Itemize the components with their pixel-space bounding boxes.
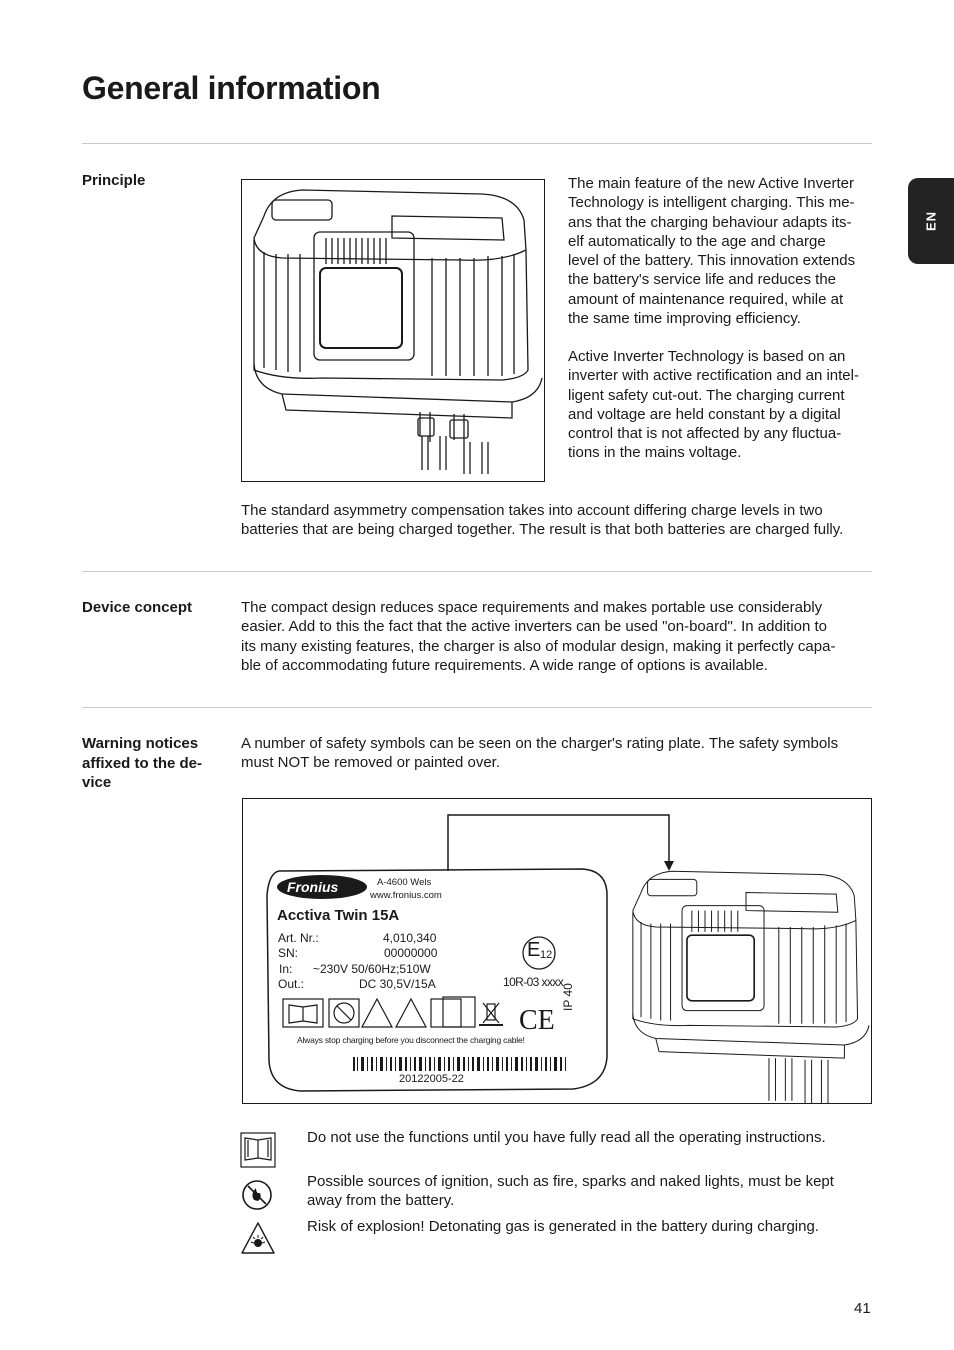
text-line: ble of accommodating future requirements. A wide range of options is available. — [241, 656, 768, 674]
charger-illustration — [242, 180, 544, 481]
text-line: Technology is intelligent charging. This me- — [568, 194, 855, 212]
text-line: away from the battery. — [307, 1192, 455, 1210]
plate-model: Acctiva Twin 15A — [277, 907, 400, 924]
plate-warning-text: Always stop charging before you disconnect the charging cable! — [297, 1035, 525, 1045]
label-line: affixed to the de- — [82, 754, 203, 772]
rating-plate-illustration — [243, 799, 871, 1103]
e-mark: E — [527, 939, 541, 961]
text-line: level of the battery. This innovation extends — [568, 252, 856, 270]
ip-rating: IP 40 — [561, 983, 575, 1011]
text-line: Active Inverter Technology is based on an — [568, 348, 846, 365]
book-icon — [240, 1132, 276, 1168]
text-line: the same time improving efficiency. — [568, 310, 801, 328]
section-label-warning-notices — [82, 734, 217, 793]
text-line: must NOT be removed or painted over. — [241, 754, 501, 772]
text-line: Possible sources of ignition, such as fire, sparks and naked lights, must be kept — [307, 1173, 834, 1190]
principle-paragraph-2 — [568, 347, 874, 463]
plate-address: A-4600 Wels — [377, 877, 432, 888]
text-line: elf automatically to the age and charge — [568, 232, 826, 250]
text-line: amount of maintenance required, while at — [568, 290, 844, 308]
label-line: vice — [82, 774, 112, 791]
text-line: tions in the mains voltage. — [568, 444, 742, 462]
text-line: ans that the charging behaviour adapts its- — [568, 213, 852, 231]
divider — [82, 707, 872, 708]
ce-mark: CE — [519, 1005, 555, 1036]
symbol-description — [307, 1172, 873, 1211]
language-tab-label: EN — [923, 210, 939, 232]
text-line: and voltage are held constant by a digital — [568, 405, 841, 423]
plate-key: SN: — [278, 946, 299, 960]
text-line: The standard asymmetry compensation takes into account differing charge levels in two — [241, 502, 823, 519]
symbol-description: Risk of explosion! Detonating gas is generated in the battery during charging. — [307, 1218, 819, 1235]
warning-paragraph — [241, 734, 881, 773]
plate-value: 00000000 — [384, 946, 438, 960]
no-fire-icon — [240, 1178, 276, 1214]
section-label-device-concept: Device concept — [82, 599, 193, 616]
barcode-number: 20122005-22 — [399, 1073, 464, 1085]
text-line: inverter with active rectification and an intel- — [568, 367, 859, 385]
text-line: ligent safety cut-out. The charging current — [568, 386, 845, 404]
text-line: A number of safety symbols can be seen on the charger's rating plate. The safety symbols — [241, 735, 839, 752]
text-line: batteries that are being charged together. The result is that both batteries are charged fully. — [241, 521, 844, 539]
section-label-principle: Principle — [82, 172, 146, 189]
principle-paragraph-3 — [241, 501, 881, 540]
rating-plate-figure — [242, 798, 872, 1104]
language-tab — [908, 178, 954, 264]
text-line: its many existing features, the charger is also of modular design, making it perfectly capa- — [241, 637, 836, 655]
plate-key: In: — [279, 962, 293, 976]
plate-value: 4,010,340 — [383, 931, 437, 945]
plate-website: www.fronius.com — [370, 890, 442, 901]
page-title: General information — [82, 70, 381, 106]
plate-value: ~230V 50/60Hz;510W — [313, 962, 431, 976]
text-line: easier. Add to this the fact that the active inverters can be used "on-board". In addition to — [241, 618, 828, 636]
explosion-warning-icon — [240, 1220, 276, 1256]
text-line: The main feature of the new Active Inverter — [568, 175, 854, 192]
plate-value: DC 30,5V/15A — [359, 977, 436, 991]
label-line: Warning notices — [82, 735, 199, 752]
page-number: 41 — [854, 1300, 871, 1317]
brand-logo: Fronius — [287, 879, 339, 895]
divider — [82, 143, 872, 144]
divider — [82, 571, 872, 572]
device-concept-paragraph — [241, 598, 881, 675]
plate-key: Out.: — [278, 977, 305, 991]
plate-key: Art. Nr.: — [278, 931, 319, 945]
charger-figure — [241, 179, 545, 482]
text-line: the battery's service life and reduces the — [568, 271, 837, 289]
symbol-description: Do not use the functions until you have fully read all the operating instructions. — [307, 1129, 826, 1146]
text-line: The compact design reduces space requirements and makes portable use considerably — [241, 599, 823, 616]
text-line: control that is not affected by any fluctua- — [568, 425, 842, 443]
principle-paragraph-1 — [568, 174, 874, 328]
e-mark-number: 12 — [540, 949, 553, 961]
approval-number: 10R-03 xxxx — [503, 975, 564, 989]
